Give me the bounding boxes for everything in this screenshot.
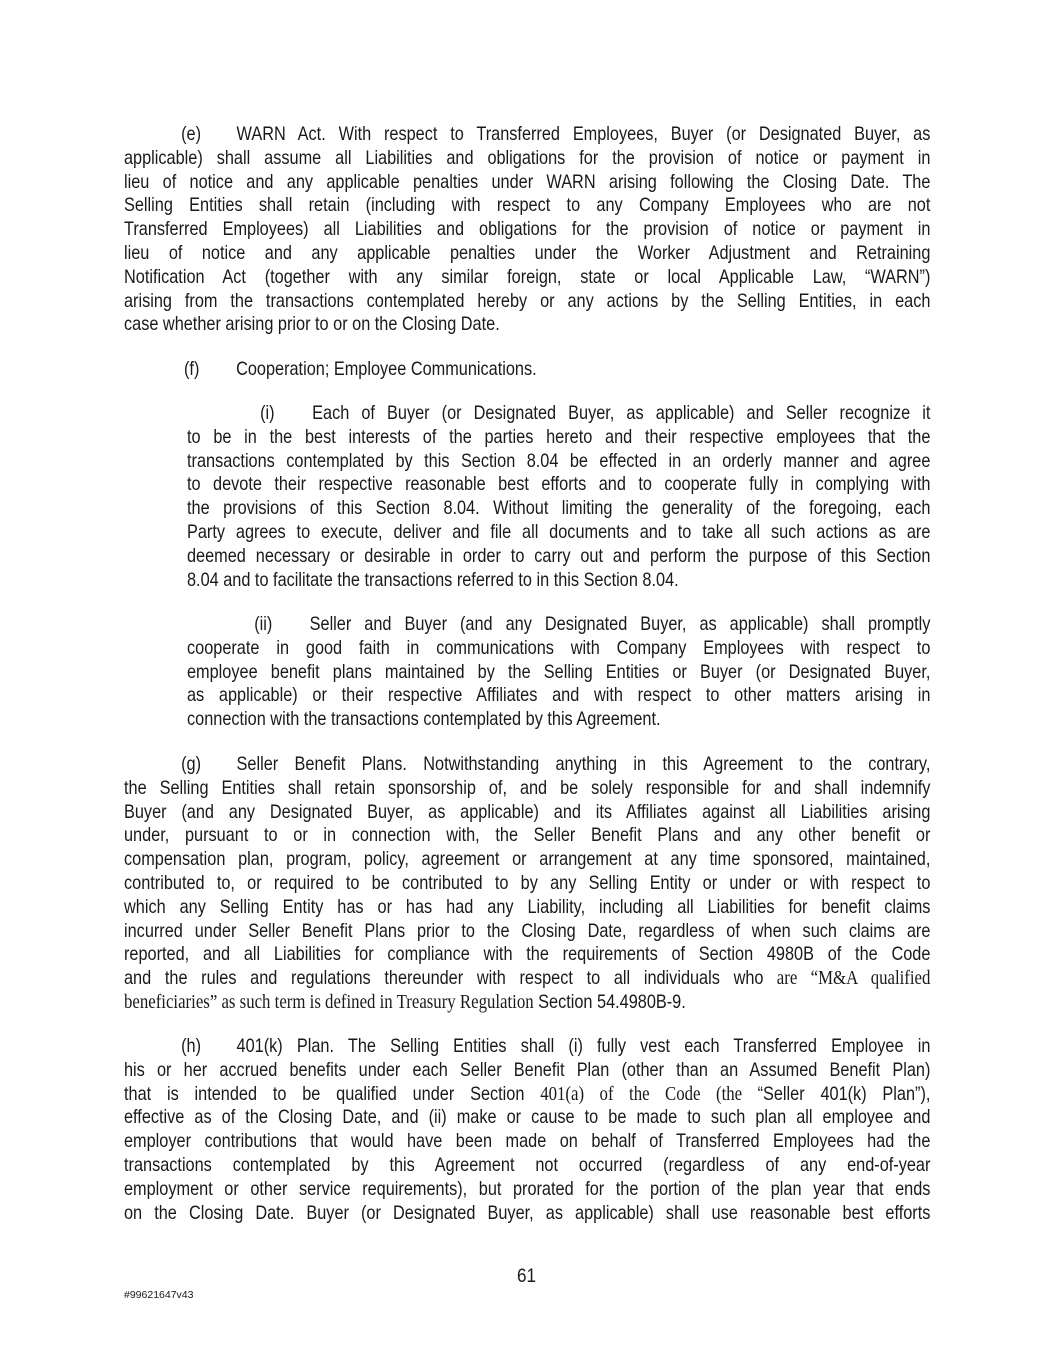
text-line: employer contributions that would have been made on behalf of Transferred Employees had the	[124, 1130, 931, 1153]
text-line: (e) WARN Act. With respect to Transferred Employees, Buyer (or Designated Buyer, as	[181, 123, 931, 145]
text-line: as applicable) or their respective Affiliates and with respect to other matters arising in	[187, 684, 931, 707]
text-line: applicable) shall assume all Liabilities and obligations for the provision of notice or payment in	[124, 146, 931, 169]
text-line: the provisions of this Section 8.04. Without limiting the generality of the foregoing, each	[187, 497, 931, 520]
text-line: to devote their respective reasonable best efforts and to cooperate fully in complying with	[187, 473, 931, 496]
text-line: (g) Seller Benefit Plans. Notwithstanding anything in this Agreement to the contrary,	[181, 753, 931, 775]
text-line: contributed to, or required to be contributed to by any Selling Entity or under or with respect to	[124, 871, 931, 894]
section-f-ii-paragraph	[187, 613, 930, 732]
section-e-paragraph	[124, 123, 930, 337]
text-line: that is intended to be qualified under Section 401(a) of the Code (the “Seller 401(k) Plan”),	[124, 1082, 931, 1105]
text-line: 8.04 and to facilitate the transactions referred to in this Section 8.04.	[187, 568, 679, 591]
text-line: lieu of notice and any applicable penalties under WARN arising following the Closing Date. The	[124, 170, 931, 193]
text-line: reported, and all Liabilities for compliance with the requirements of Section 4980B of the Code	[124, 943, 931, 966]
text-line: (i) Each of Buyer (or Designated Buyer, as applicable) and Seller recognize it	[260, 402, 931, 424]
text-line: on the Closing Date. Buyer (or Designated Buyer, as applicable) shall use reasonable best efforts	[124, 1201, 931, 1224]
section-label-i: (i)	[260, 402, 275, 424]
text-line: under, pursuant to or in connection with, the Seller Benefit Plans and any other benefit or	[124, 824, 931, 847]
section-f-heading	[184, 358, 537, 382]
text-line: (ii) Seller and Buyer (and any Designated Buyer, as applicable) shall promptly	[254, 613, 931, 635]
section-label-h: (h)	[181, 1035, 202, 1057]
text-line: beneficiaries” as such term is defined in Treasury Regulation Section 54.4980B-9.	[124, 990, 686, 1013]
text-line: the Selling Entities shall retain sponsorship of, and be solely responsible for and shall indemnify	[124, 776, 931, 799]
text-line: Notification Act (together with any similar foreign, state or local Applicable Law, “WARN”)	[124, 265, 931, 288]
text-line: case whether arising prior to or on the Closing Date.	[124, 313, 500, 336]
section-f-title: Cooperation; Employee Communications.	[236, 358, 537, 380]
section-label-f: (f)	[184, 358, 200, 380]
text-line: which any Selling Entity has or has had any Liability, including all Liabilities for benefit claims	[124, 895, 931, 918]
section-label-ii: (ii)	[254, 613, 273, 635]
text-line: connection with the transactions contemplated by this Agreement.	[187, 708, 661, 731]
text-line: deemed necessary or desirable in order to carry out and perform the purpose of this Section	[187, 544, 931, 567]
text-line: and the rules and regulations thereunder with respect to all individuals who are “M&A qualified	[124, 967, 931, 990]
text-line: transactions contemplated by this Section 8.04 be effected in an orderly manner and agree	[187, 449, 931, 472]
text-line: employment or other service requirements), but prorated for the portion of the plan year that ends	[124, 1177, 931, 1200]
text-line: compensation plan, program, policy, agreement or arrangement at any time sponsored, maintained,	[124, 848, 931, 871]
text-line: (h) 401(k) Plan. The Selling Entities shall (i) fully vest each Transferred Employee in	[181, 1035, 931, 1057]
text-line: Buyer (and any Designated Buyer, as applicable) and its Affiliates against all Liabilities arising	[124, 800, 931, 823]
text-line: effective as of the Closing Date, and (ii) make or cause to be made to such plan all employee and	[124, 1106, 931, 1129]
page-number: 61	[517, 1266, 537, 1287]
text-line: to be in the best interests of the parties hereto and their respective employees that the	[187, 425, 931, 448]
text-line: arising from the transactions contemplated hereby or any actions by the Selling Entities, in each	[124, 289, 931, 312]
text-line: lieu of notice and any applicable penalties under the Worker Adjustment and Retraining	[124, 241, 931, 264]
text-line: his or her accrued benefits under each Seller Benefit Plan (other than an Assumed Benefit Plan)	[124, 1058, 931, 1081]
text-line: cooperate in good faith in communications with Company Employees with respect to	[187, 636, 931, 659]
section-g-paragraph	[124, 753, 930, 1015]
text-line: Transferred Employees) all Liabilities and obligations for the provision of notice or payment in	[124, 218, 931, 241]
text-line: employee benefit plans maintained by the Selling Entities or Buyer (or Designated Buyer,	[187, 660, 931, 683]
section-label-e: (e)	[181, 123, 202, 145]
text-line: Selling Entities shall retain (including with respect to any Company Employees who are not	[124, 194, 931, 217]
text-line: incurred under Seller Benefit Plans prior to the Closing Date, regardless of when such claims are	[124, 919, 931, 942]
text-line: Party agrees to execute, deliver and file all documents and to take all such actions as are	[187, 520, 931, 543]
document-id: #99621647v43	[124, 1289, 194, 1301]
section-h-paragraph	[124, 1035, 930, 1225]
text-line: transactions contemplated by this Agreement not occurred (regardless of any end-of-year	[124, 1153, 931, 1176]
section-label-g: (g)	[181, 753, 202, 775]
section-f-i-paragraph	[187, 402, 930, 592]
